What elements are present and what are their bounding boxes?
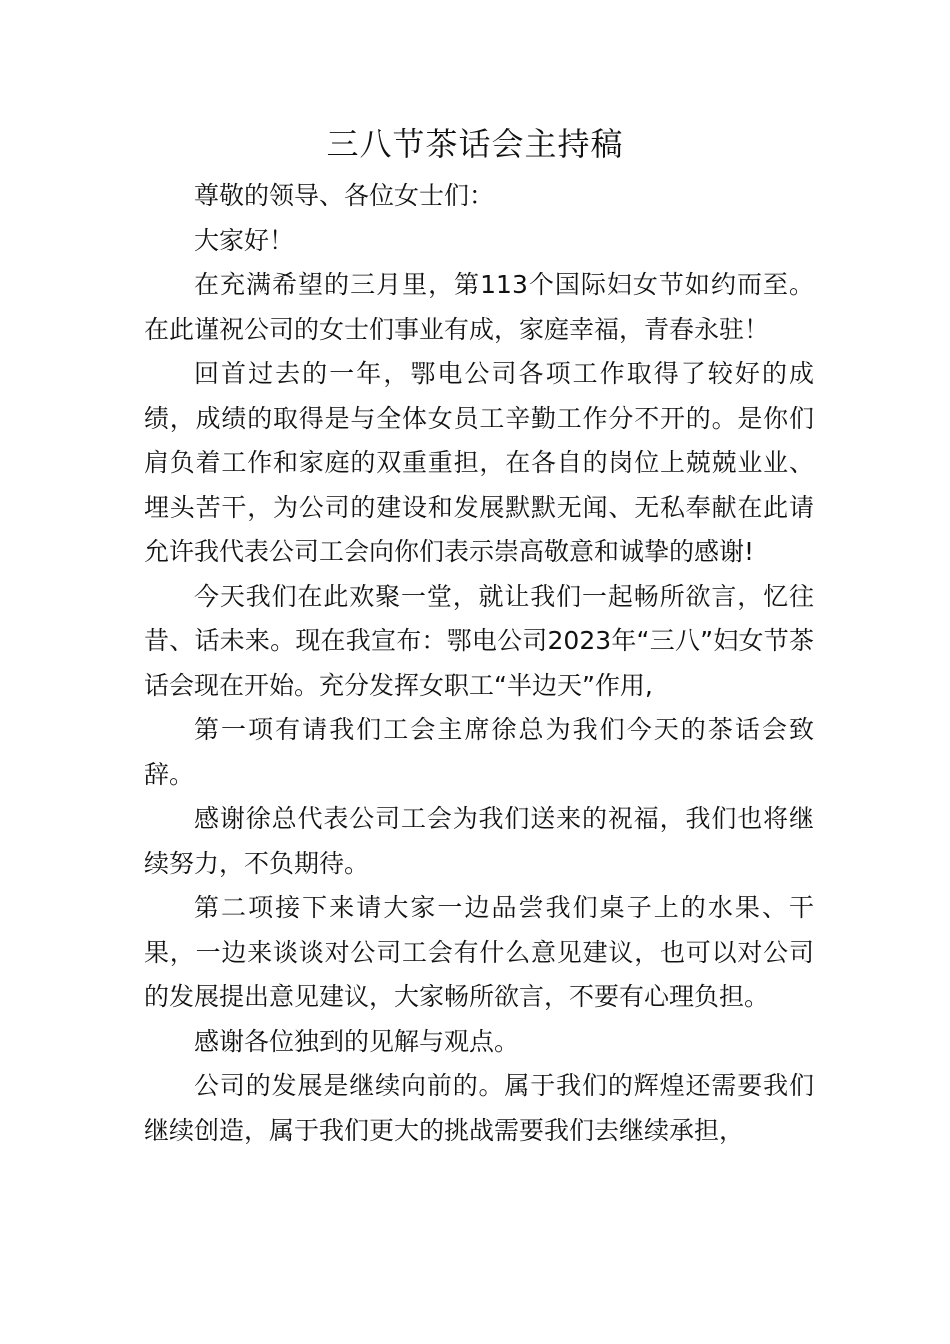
document-title: 三八节茶话会主持稿 xyxy=(326,125,624,163)
paragraph-salutation: 尊敬的领导、各位女士们： xyxy=(194,181,495,210)
paragraph-thanks-speech: 感谢徐总代表公司工会为我们送来的祝福，我们也将继续努力，不负期待。 xyxy=(144,804,814,878)
paragraph-thanks-views: 感谢各位独到的见解与观点。 xyxy=(194,1026,520,1056)
paragraph-greeting: 大家好！ xyxy=(194,225,295,255)
document-body xyxy=(144,174,814,1153)
paragraph-item-two: 第二项接下来请大家一边品尝我们桌子上的水果、干果，一边来谈谈对公司工会有什么意见建议，也可以对公司的发展提出意见建议，大家畅所欲言，不要有心理负担。 xyxy=(144,893,814,1011)
paragraph-review: 回首过去的一年，鄂电公司各项工作取得了较好的成绩，成绩的取得是与全体女员工辛勤工作分不开的。是你们肩负着工作和家庭的双重重担，在各自的岗位上兢兢业业、埋头苦干，为公司的建设和发展默默无闻、无私奉献在此请允许我代表公司工会向你们表示崇高敬意和诚挚的感谢! xyxy=(144,359,814,566)
paragraph-announcement: 今天我们在此欢聚一堂，就让我们一起畅所欲言，忆往昔、话未来。现在我宣布：鄂电公司2023年“三八”妇女节茶话会现在开始。充分发挥女职工“半边天”作用, xyxy=(144,581,814,700)
paragraph-closing: 公司的发展是继续向前的。属于我们的辉煌还需要我们继续创造，属于我们更大的挑战需要我们去继续承担， xyxy=(144,1071,814,1145)
paragraph-item-one: 第一项有请我们工会主席徐总为我们今天的茶话会致辞。 xyxy=(144,715,814,789)
paragraph-opening: 在充满希望的三月里，第113个国际妇女节如约而至。在此谨祝公司的女士们事业有成，家庭幸福，青春永驻！ xyxy=(144,270,814,344)
